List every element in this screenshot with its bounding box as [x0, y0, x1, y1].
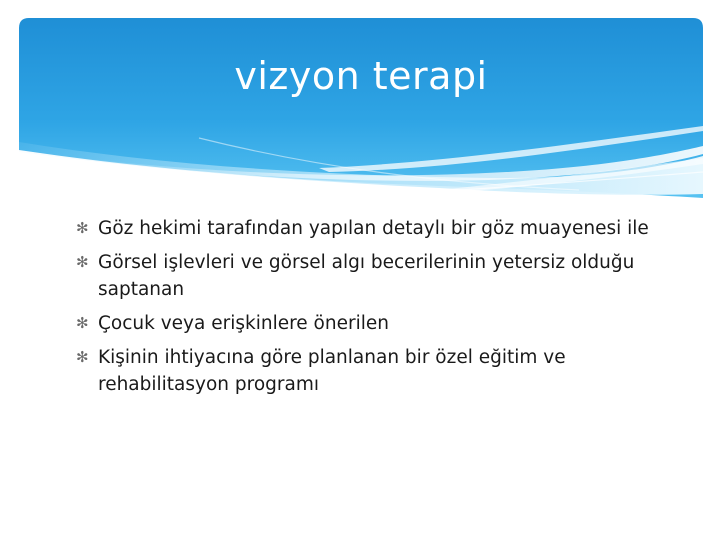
page-title: vizyon terapi: [234, 54, 488, 98]
asterisk-bullet-icon: ✻: [76, 314, 89, 332]
list-item: [78, 310, 658, 337]
bullet-text: Kişinin ihtiyacına göre planlanan bir özel eğitim ve rehabilitasyon programı: [98, 347, 566, 395]
bullet-text: Çocuk veya erişkinlere önerilen: [98, 313, 389, 334]
bullet-list: [78, 215, 658, 405]
banner-graphic: [19, 18, 703, 208]
asterisk-bullet-icon: ✻: [76, 348, 89, 366]
bullet-text: Görsel işlevleri ve görsel algı becerilerinin yetersiz olduğu saptanan: [98, 252, 635, 300]
list-item: [78, 249, 658, 303]
bullet-text: Göz hekimi tarafından yapılan detaylı bir göz muayenesi ile: [98, 218, 649, 239]
asterisk-bullet-icon: ✻: [76, 219, 89, 237]
title-banner: [19, 18, 703, 208]
list-item: [78, 215, 658, 242]
asterisk-bullet-icon: ✻: [76, 253, 89, 271]
list-item: [78, 344, 658, 398]
